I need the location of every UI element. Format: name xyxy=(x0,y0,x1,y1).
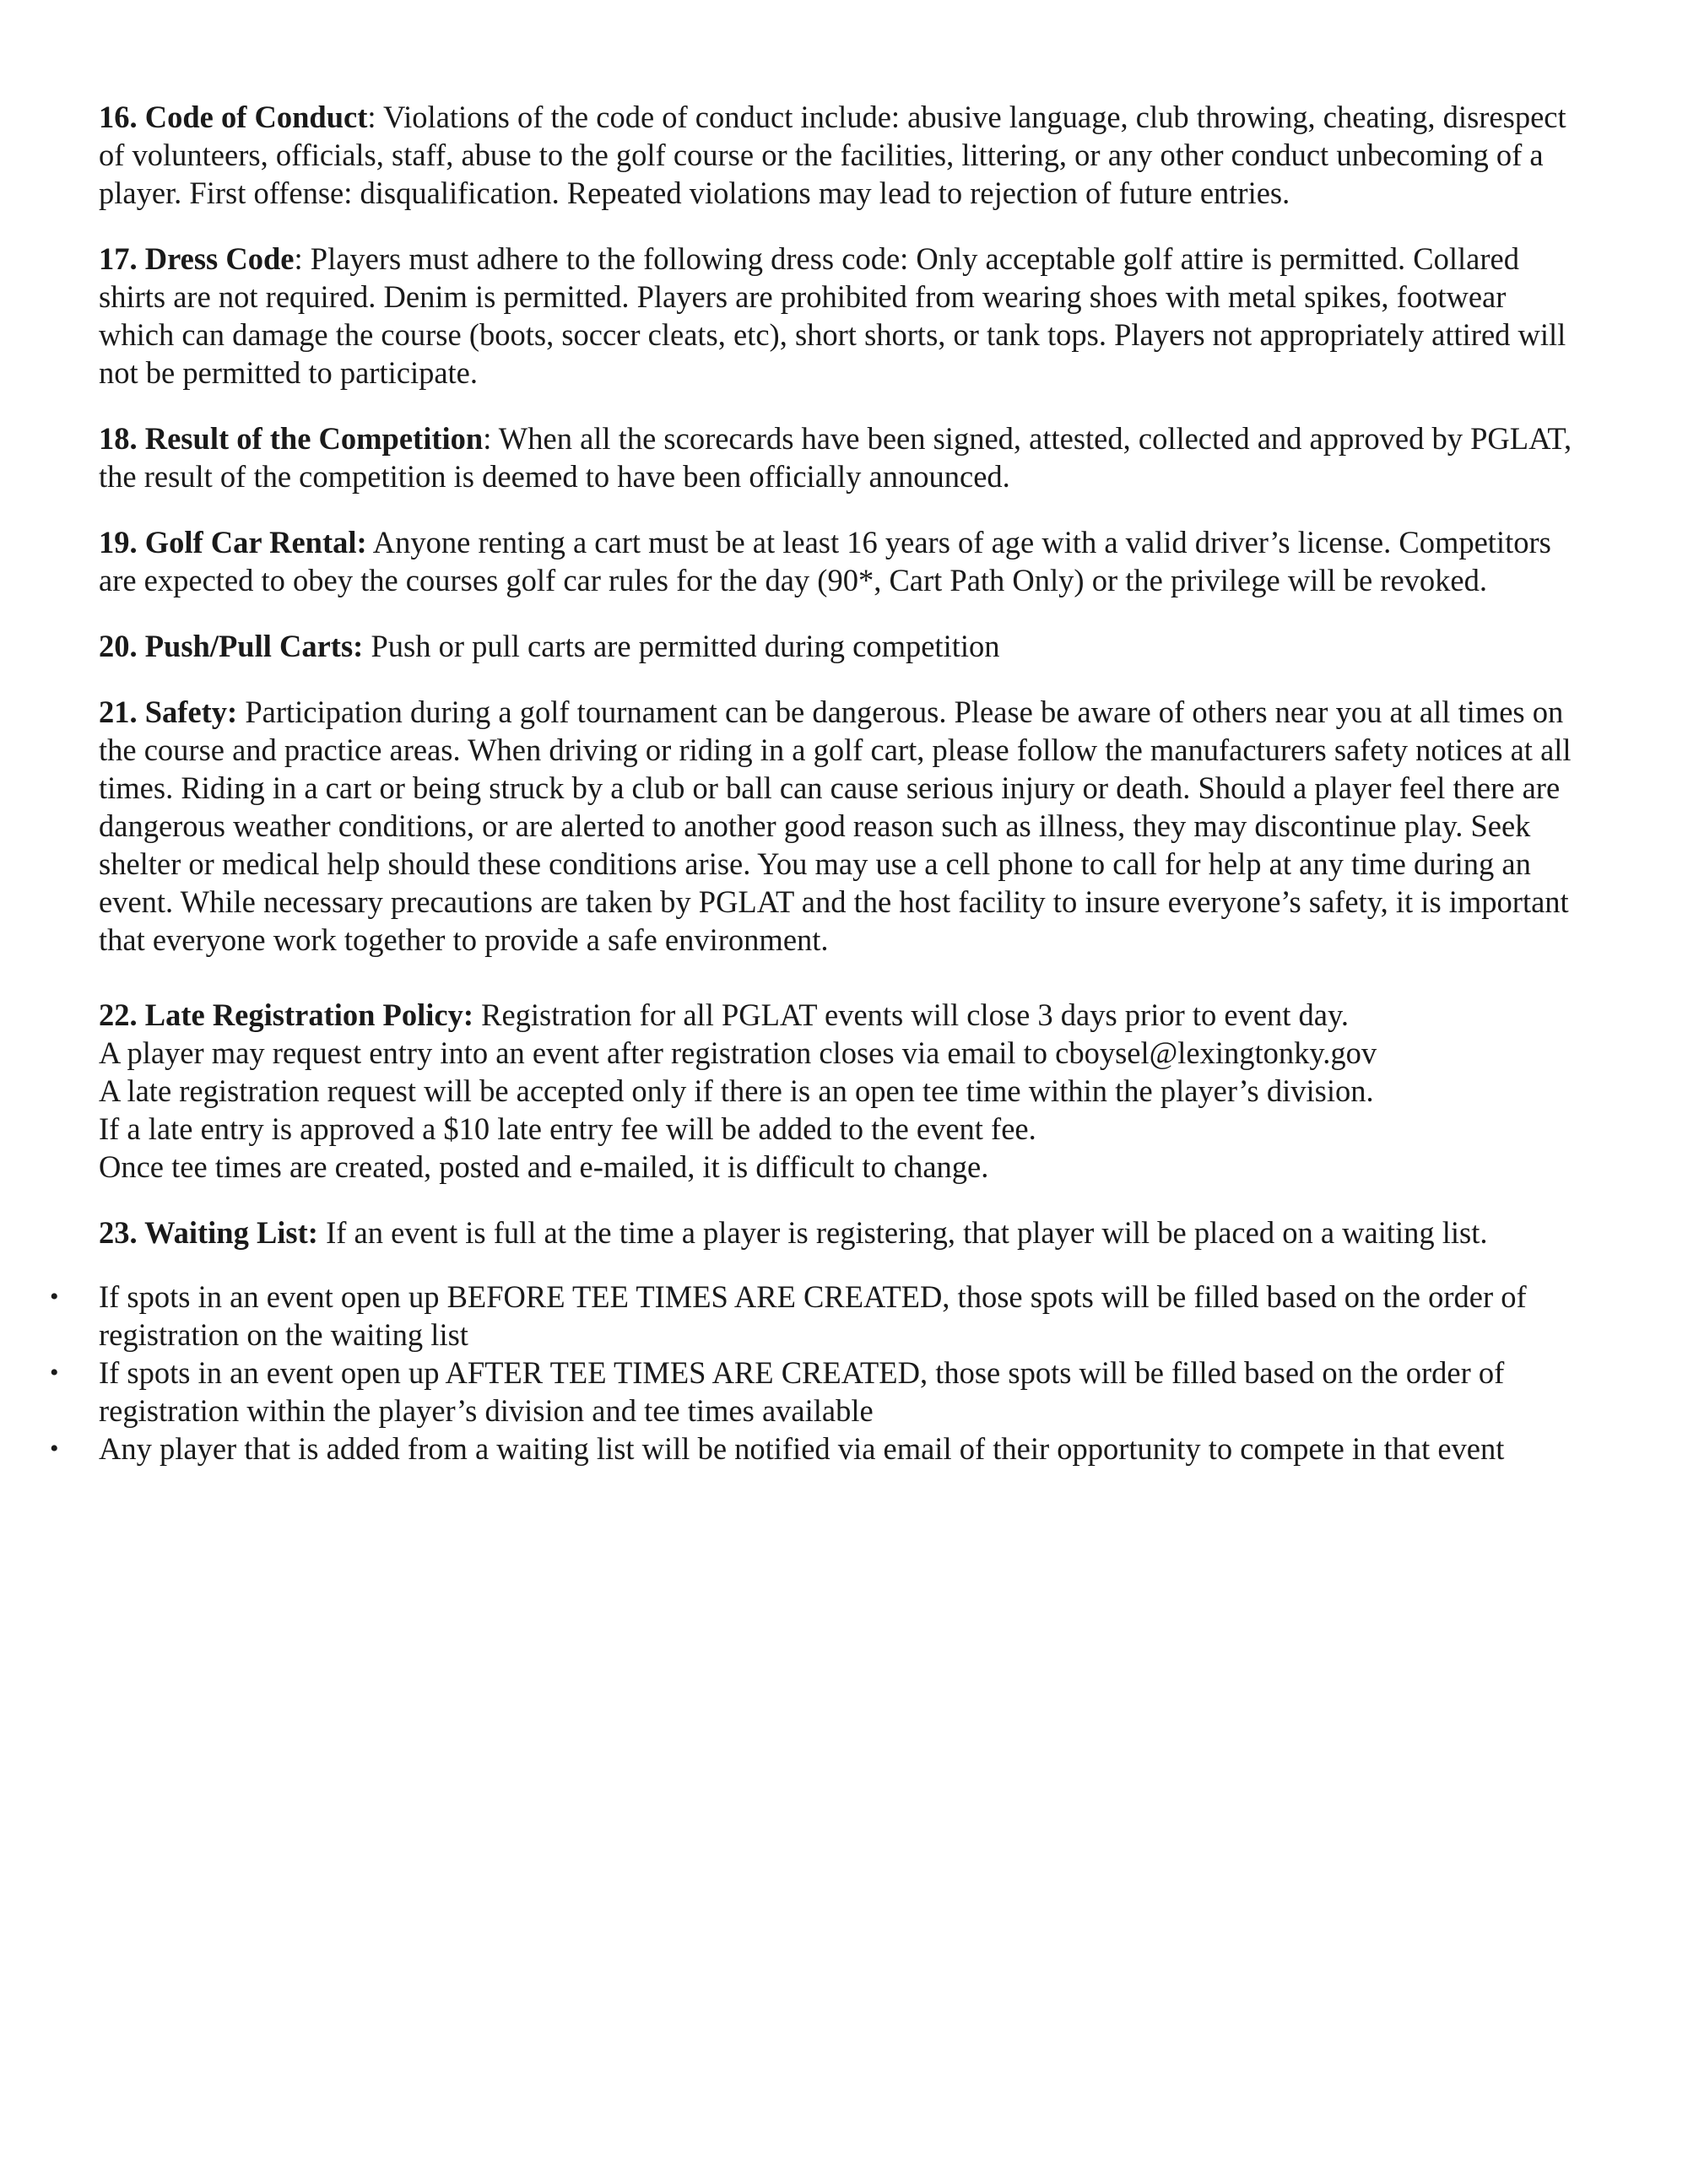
rule-22-line: A late registration request will be accepted only if there is an open tee time within the player’s division. xyxy=(99,1073,1374,1108)
rules-body xyxy=(50,98,1584,1468)
list-item xyxy=(50,1430,1584,1468)
list-item-text: If spots in an event open up BEFORE TEE TIMES ARE CREATED, those spots will be filled based on the order of registration on the waiting list xyxy=(99,1279,1527,1352)
rule-22-line: A player may request entry into an event after registration closes via email to cboysel@lexingtonky.gov xyxy=(99,1035,1377,1070)
rule-21-text: Participation during a golf tournament can be dangerous. Please be aware of others near you at all times on the course and practice areas. When driving or riding in a golf cart, please follow the manufacturers safety notices at all times. Riding in a cart or being struck by a club or ball can cause serious injury or death. Should a player feel there are dangerous weather conditions, or are alerted to another good reason such as illness, they may discontinue play. Seek shelter or medical help should these conditions arise. You may use a cell phone to call for help at any time during an event. While necessary precautions are taken by PGLAT and the host facility to insure everyone’s safety, it is important that everyone work together to provide a safe environment. xyxy=(99,695,1572,957)
rule-22-late-registration xyxy=(99,996,1584,1186)
rule-16-code-of-conduct xyxy=(99,98,1584,212)
list-item xyxy=(50,1278,1584,1354)
rule-23-waiting-list xyxy=(99,1214,1584,1251)
rule-20-text: Push or pull carts are permitted during competition xyxy=(363,629,1000,663)
rule-22-line: If a late entry is approved a $10 late entry fee will be added to the event fee. xyxy=(99,1111,1036,1146)
rule-21-heading: 21. Safety: xyxy=(99,695,238,729)
rule-19-text: Anyone renting a cart must be at least 16 years of age with a valid driver’s license. Competitors are expected to obey the courses golf car rules for the day (90*, Cart Path Only) or the privilege will be revoked. xyxy=(99,525,1551,597)
waiting-list-bullets xyxy=(50,1278,1584,1468)
rule-23-text: If an event is full at the time a player is registering, that player will be placed on a waiting list. xyxy=(317,1215,1488,1250)
rule-22-first-line xyxy=(99,996,1584,1034)
spacer xyxy=(99,1251,1584,1278)
rule-19-golf-car-rental xyxy=(99,523,1584,599)
rule-17-dress-code xyxy=(99,240,1584,392)
rule-20-heading: 20. Push/Pull Carts: xyxy=(99,629,364,663)
rule-22-heading: 22. Late Registration Policy: xyxy=(99,997,473,1032)
rule-17-heading: 17. Dress Code xyxy=(99,241,295,276)
list-item-text: Any player that is added from a waiting list will be notified via email of their opportunity to compete in that event xyxy=(99,1431,1505,1466)
rule-22-intro: Registration for all PGLAT events will close 3 days prior to event day. xyxy=(473,997,1350,1032)
rule-23-heading: 23. Waiting List: xyxy=(99,1215,318,1250)
rule-17-text: : Players must adhere to the following dress code: Only acceptable golf attire is permitted. Collared shirts are not required. Denim is permitted. Players are prohibited from wearing shoes with metal spikes, footwear which can damage the course (boots, soccer cleats, etc), short shorts, or tank tops. Players not appropriately attired will not be permitted to participate. xyxy=(99,241,1566,390)
rule-18-heading: 18. Result of the Competition xyxy=(99,421,484,456)
rule-16-heading: 16. Code of Conduct xyxy=(99,100,368,134)
rule-16-text: : Violations of the code of conduct include: abusive language, club throwing, cheating, disrespect of volunteers, officials, staff, abuse to the golf course or the facilities, littering, or any other conduct unbecoming of a player. First offense: disqualification. Repeated violations may lead to rejection of future entries. xyxy=(99,100,1566,210)
list-item xyxy=(50,1354,1584,1430)
bullet-icon: • xyxy=(50,1283,59,1311)
bullet-icon: • xyxy=(50,1359,59,1387)
rule-22-line: Once tee times are created, posted and e-mailed, it is difficult to change. xyxy=(99,1149,989,1184)
rule-19-heading: 19. Golf Car Rental: xyxy=(99,525,367,560)
bullet-icon: • xyxy=(50,1435,59,1462)
rule-21-safety xyxy=(99,693,1584,959)
rule-18-result-of-competition xyxy=(99,419,1584,495)
rule-20-push-pull-carts xyxy=(99,627,1584,665)
list-item-text: If spots in an event open up AFTER TEE TIMES ARE CREATED, those spots will be filled based on the order of registration within the player’s division and tee times available xyxy=(99,1355,1505,1428)
rule-18-text: : When all the scorecards have been signed, attested, collected and approved by PGLAT, the result of the competition is deemed to have been officially announced. xyxy=(99,421,1572,494)
